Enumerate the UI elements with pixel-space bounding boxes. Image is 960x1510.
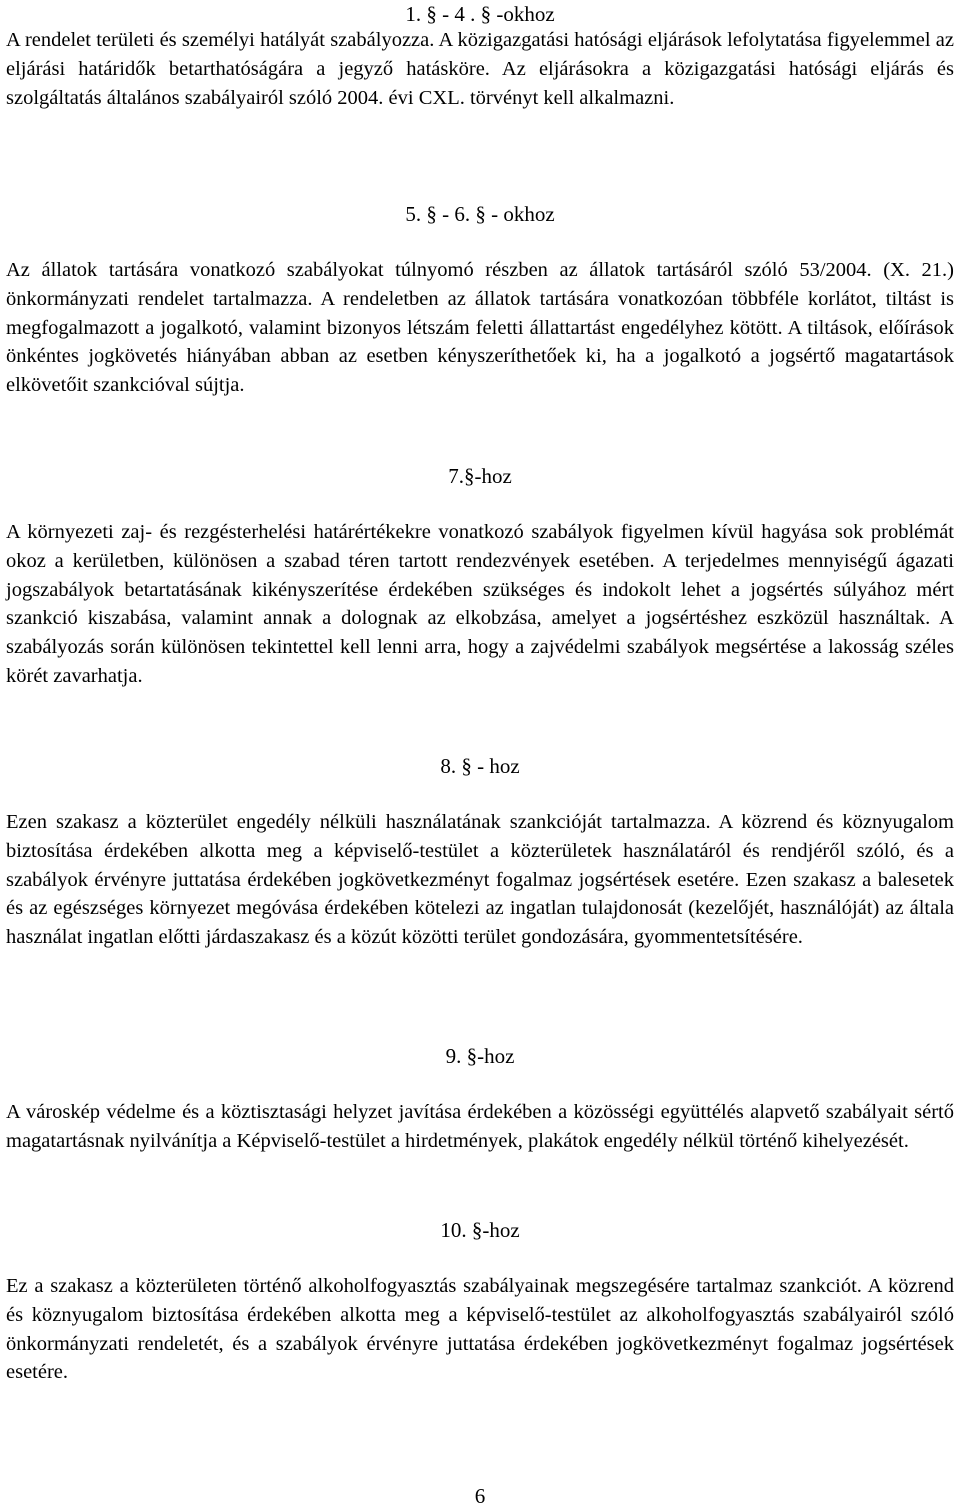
section-paragraph-1-4: A rendelet területi és személyi hatályát szabályozza. A közigazgatási hatósági eljárások lefolytatása figyelemmel az eljárási határidők betarthatóságára a jegyző hatásköre. Az eljárásokra a közigazgatási hatósági eljárás és szolgáltatás általános szabályairól szóló 2004. évi CXL. törvényt kell alkalmazni. [6, 29, 954, 109]
section-paragraph-9: A városkép védelme és a köztisztasági helyzet javítása érdekében a közösségi együttélés alapvető szabályait sértő magatartásnak nyilvánítja a Képviselő-testület a hirdetmények, plakátok engedély nélkül történő kihelyezését. [6, 1101, 954, 1152]
section-heading-9: 9. §-hoz [445, 1044, 515, 1068]
section-paragraph-8: Ezen szakasz a közterület engedély nélküli használatának szankcióját tartalmazza. A közrend és köznyugalom biztosítása érdekében alkotta meg a képviselő-testület a közterületek használatáról és rendjéről szóló, és a szabályok érvényre juttatása érdekében jogkövetkezményt fogalmaz jogsértések esetére. Ezen szakasz a balesetek és az egészséges környezet megóvása érdekében kötelezi az ingatlan tulajdonosát (kezelőjét, használóját) az általa használat ingatlan előtti járdaszakasz és a közút közötti terület gondozására, gyommentetsítésére. [6, 811, 954, 949]
section-heading-1-4: 1. § - 4 . § -okhoz [405, 2, 555, 26]
page-number: 6 [474, 1484, 486, 1508]
section-heading-10: 10. §-hoz [440, 1218, 520, 1242]
section-paragraph-10: Ez a szakasz a közterületen történő alkoholfogyasztás szabályainak megszegésére tartalmaz szankciót. A közrend és köznyugalom biztosítása érdekében alkotta meg a képviselő-testület az alkoholfogyasztás szabályairól szóló önkormányzati rendeletét, és a szabályok érvényre juttatása érdekében jogkövetkezményt fogalmaz jogsértések esetére. [6, 1275, 954, 1384]
section-heading-8: 8. § - hoz [440, 754, 520, 778]
section-paragraph-7: A környezeti zaj- és rezgésterhelési határértékekre vonatkozó szabályok figyelmen kívül hagyása sok problémát okoz a kerületben, különösen a szabad téren tartott rendezvények esetében. A terjedelmes mennyiségű ágazati jogszabályok betartatásának kikényszerítése érdekében szükséges és indokolt lehet a jogsértés súlyához mért szankció kiszabása, valamint annak a dolognak az elkobzása, amelyet a jogsértéshez eszközül használtak. A szabályozás során különösen tekintettel kell lenni arra, hogy a zajvédelmi szabályok megsértése a lakosság széles körét zavarhatja. [6, 521, 954, 687]
section-heading-5-6: 5. § - 6. § - okhoz [405, 202, 555, 226]
section-heading-7: 7.§-hoz [448, 464, 512, 488]
section-paragraph-5-6: Az állatok tartására vonatkozó szabályokat túlnyomó részben az állatok tartásáról szóló 53/2004. (X. 21.) önkormányzati rendelet tartalmazza. A rendeletben az állatok tartására vonatkozóan többféle korlátot, tiltást is megfogalmazott a jogalkotó, valamint bizonyos létszám feletti állattartást engedélyhez kötött. A tiltások, előírások önkéntes jogkövetés hiányában abban az esetben kényszeríthetőek ki, ha a jogalkotó a jogsértő magatartások elkövetőit szankcióval sújtja. [6, 259, 954, 397]
